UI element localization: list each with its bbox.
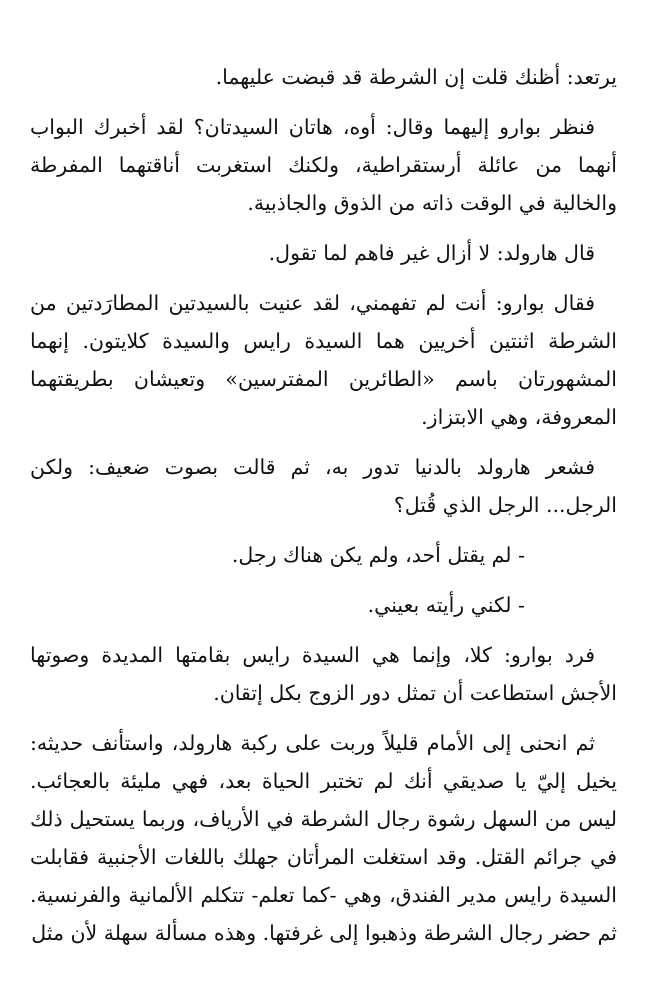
paragraph-3: قال هارولد: لا أزال غير فاهم لما تقول. (268, 241, 595, 265)
paragraph-4: فقال بوارو: أنت لم تفهمني، لقد عنيت بالسيدتين المطارَدتين من الشرطة اثنتين أخريين هما السيدة رايس والسيدة كلايتون. إنهما المشهورتان باسم «الطائرين المفترسين» وتعيشان بطريقتهما المعروفة، وهي الابتزاز. (30, 291, 617, 429)
paragraph-2: فنظر بوارو إليهما وقال: أوه، هاتان السيدتان؟ لقد أخبرك البواب أنهما من عائلة أرستقراطية، ولكنك استغربت أناقتهما المفرطة والخالية في الوقت ذاته من الذوق والجاذبية. (30, 115, 617, 215)
paragraph-1: يرتعد: أظنك قلت إن الشرطة قد قبضت عليهما. (215, 65, 617, 89)
dialogue-line-1: - لم يقتل أحد، ولم يكن هناك رجل. (231, 543, 525, 567)
dialogue-line-2: - لكني رأيته بعيني. (367, 593, 525, 617)
paragraph-9: ثم انحنى إلى الأمام قليلاً وربت على ركبة هارولد، واستأنف حديثه: يخيل إليّ يا صديقي أنك لم تختبر الحياة بعد، فهي مليئة بالعجائب. ليس من السهل رشوة رجال الشرطة في الأرياف، وربما يستحيل ذلك في جرائم القتل. وقد استغلت المرأتان جهلك باللغات الأجنبية فقابلت السيدة رايس مدير الفندق، وهي -كما تعلم- تتكلم الألمانية والفرنسية. ثم حضر رجال الشرطة وذهبوا إلى غرفتها. وهذه مسألة سهلة لأن مثل (30, 731, 617, 945)
page-text (30, 58, 617, 964)
paragraph-5: فشعر هارولد بالدنيا تدور به، ثم قالت بصوت ضعيف: ولكن الرجل... الرجل الذي قُتل؟ (30, 455, 617, 517)
paragraph-8: فرد بوارو: كلا، وإنما هي السيدة رايس بقامتها المديدة وصوتها الأجش استطاعت أن تمثل دور الزوج بكل إتقان. (30, 643, 617, 705)
